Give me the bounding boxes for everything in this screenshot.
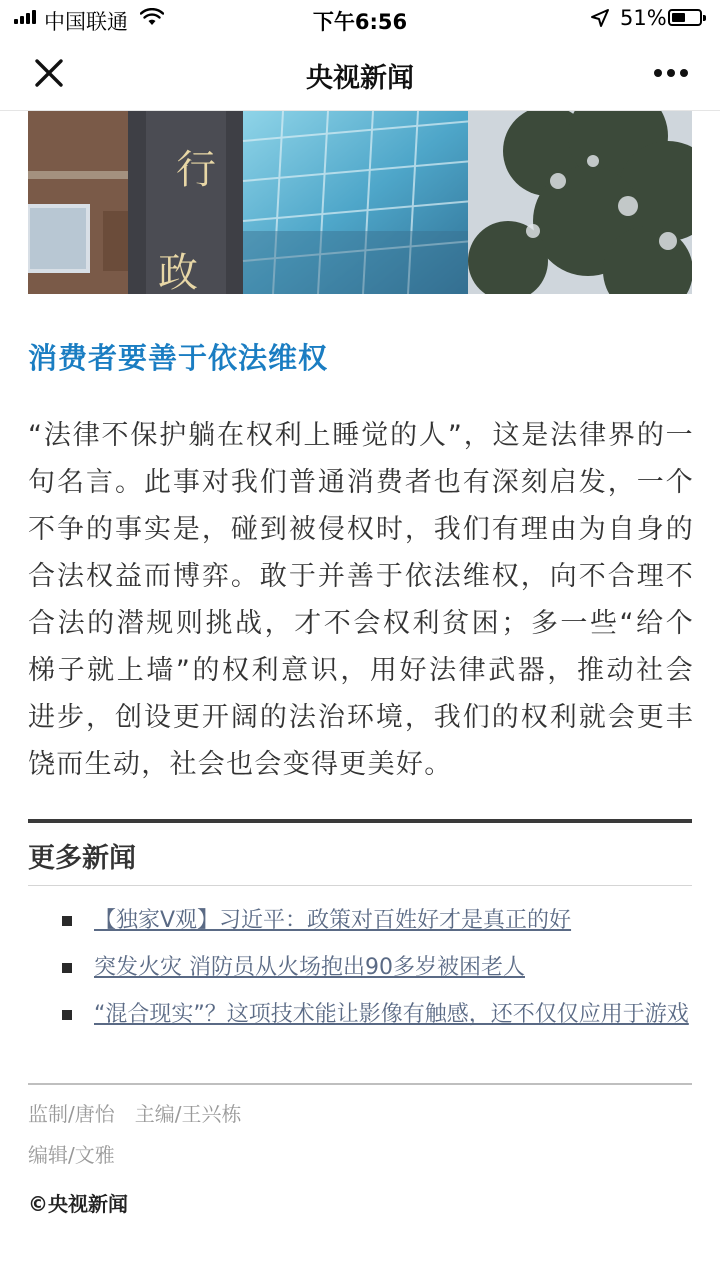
more-icon[interactable]	[648, 66, 694, 80]
news-list-item	[60, 897, 694, 944]
footer-divider	[28, 1083, 692, 1085]
nav-bar	[0, 36, 720, 111]
battery-percent: 51%	[620, 6, 667, 30]
building-photo	[28, 111, 692, 294]
carrier-label: 中国联通	[44, 10, 128, 34]
location-arrow-icon	[590, 8, 610, 28]
news-link[interactable]: 突发火灾 消防员从火场抱出90多岁被困老人	[94, 955, 525, 980]
news-link[interactable]: “混合现实”？这项技术能让影像有触感，还不仅仅应用于游戏	[94, 1002, 689, 1027]
copyright: ©央视新闻	[28, 1192, 128, 1216]
nav-title: 央视新闻	[306, 63, 414, 94]
section-divider	[28, 819, 692, 823]
battery-icon	[668, 9, 702, 26]
divider	[28, 885, 692, 886]
credits-editor: 编辑/文雅	[28, 1143, 115, 1167]
news-link[interactable]: 【独家V观】习近平：政策对百姓好才是真正的好	[94, 908, 572, 933]
more-news-list	[60, 897, 694, 1038]
sign-char: 政	[158, 250, 198, 294]
article-image	[28, 111, 692, 294]
bullet-icon	[62, 1010, 72, 1020]
article-headline: 消费者要善于依法维权	[28, 341, 329, 375]
bullet-icon	[62, 963, 72, 973]
more-news-title: 更多新闻	[28, 843, 136, 874]
news-list-item	[60, 944, 694, 991]
article-body: “法律不保护躺在权利上睡觉的人”，这是法律界的一句名言。此事对我们普通消费者也有深刻启发，一个不争的事实是，碰到被侵权时，我们有理由为自身的合法权益而博弈。敢于并善于依法维权，向不合理不合法的潜规则挑战，才不会权利贫困；多一些“给个梯子就上墙”的权利意识，用好法律武器，推动社会进步，创设更开阔的法治环境，我们的权利就会更丰饶而生动，社会也会变得更美好。	[28, 420, 694, 780]
bullet-icon	[62, 916, 72, 926]
status-bar	[0, 0, 720, 36]
sign-char: 行	[176, 147, 216, 193]
news-list-item	[60, 991, 694, 1038]
credits-producer-editor: 监制/唐怡 主编/王兴栋	[28, 1102, 242, 1126]
clock: 下午6:56	[312, 10, 408, 34]
